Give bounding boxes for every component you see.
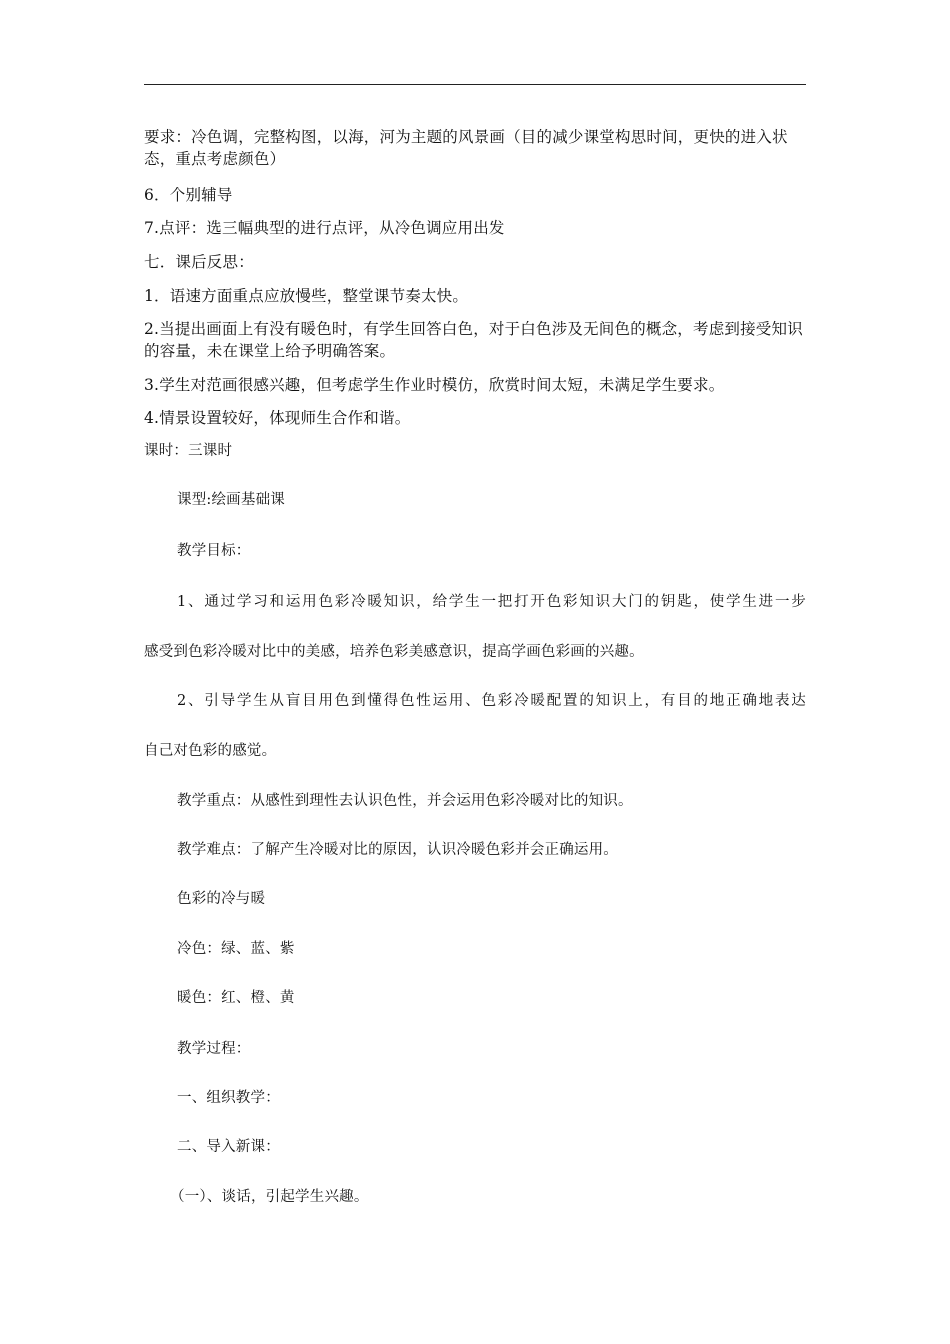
goals-title: 教学目标： xyxy=(177,543,251,559)
header-rule xyxy=(144,84,806,85)
reflection-2: 2.当提出画面上有没有暖色时，有学生回答白色，对于白色涉及无间色的概念，考虑到接受知识的容量，未在课堂上给予明确答案。 xyxy=(144,320,803,360)
warm-colors: 暖色：红、橙、黄 xyxy=(177,990,295,1006)
difficulty: 教学难点：了解产生冷暖对比的原因，认识冷暖色彩并会正确运用。 xyxy=(177,842,618,858)
goal-2-line-1: 2、引导学生从盲目用色到懂得色性运用、色彩冷暖配置的知识上，有目的地正确地表达 xyxy=(177,693,806,709)
reflection-1: 1．语速方面重点应放慢些，整堂课节奏太快。 xyxy=(144,287,469,305)
key-point: 教学重点：从感性到理性去认识色性，并会运用色彩冷暖对比的知识。 xyxy=(177,793,633,809)
step-1: 一、组织教学： xyxy=(177,1090,280,1106)
goal-1-line-1: 1、通过学习和运用色彩冷暖知识，给学生一把打开色彩知识大门的钥匙，使学生进一步 xyxy=(177,594,806,610)
step-2: 二、导入新课： xyxy=(177,1139,280,1155)
item-7: 7.点评：选三幅典型的进行点评，从冷色调应用出发 xyxy=(144,219,505,237)
lesson-hours: 课时：三课时 xyxy=(144,443,233,459)
goal-1-line-2: 感受到色彩冷暖对比中的美感，培养色彩美感意识，提高学画色彩画的兴趣。 xyxy=(144,644,644,660)
requirement-paragraph: 要求：冷色调，完整构图，以海，河为主题的风景画（目的减少课堂构思时间，更快的进入状态，重点考虑颜色） xyxy=(144,128,788,168)
item-6: 6．个别辅导 xyxy=(144,186,233,204)
topic: 色彩的冷与暖 xyxy=(177,891,266,907)
goal-2-line-2: 自己对色彩的感觉。 xyxy=(144,743,277,759)
reflection-3: 3.学生对范画很感兴趣，但考虑学生作业时模仿，欣赏时间太短，未满足学生要求。 xyxy=(144,376,725,394)
section-7-title: 七．课后反思： xyxy=(144,253,254,271)
step-2-1: （一）、谈话，引起学生兴趣。 xyxy=(170,1189,369,1205)
cool-colors: 冷色：绿、蓝、紫 xyxy=(177,941,295,957)
lesson-type: 课型:绘画基础课 xyxy=(177,492,285,508)
process-title: 教学过程： xyxy=(177,1041,251,1057)
reflection-4: 4.情景设置较好，体现师生合作和谐。 xyxy=(144,409,411,427)
